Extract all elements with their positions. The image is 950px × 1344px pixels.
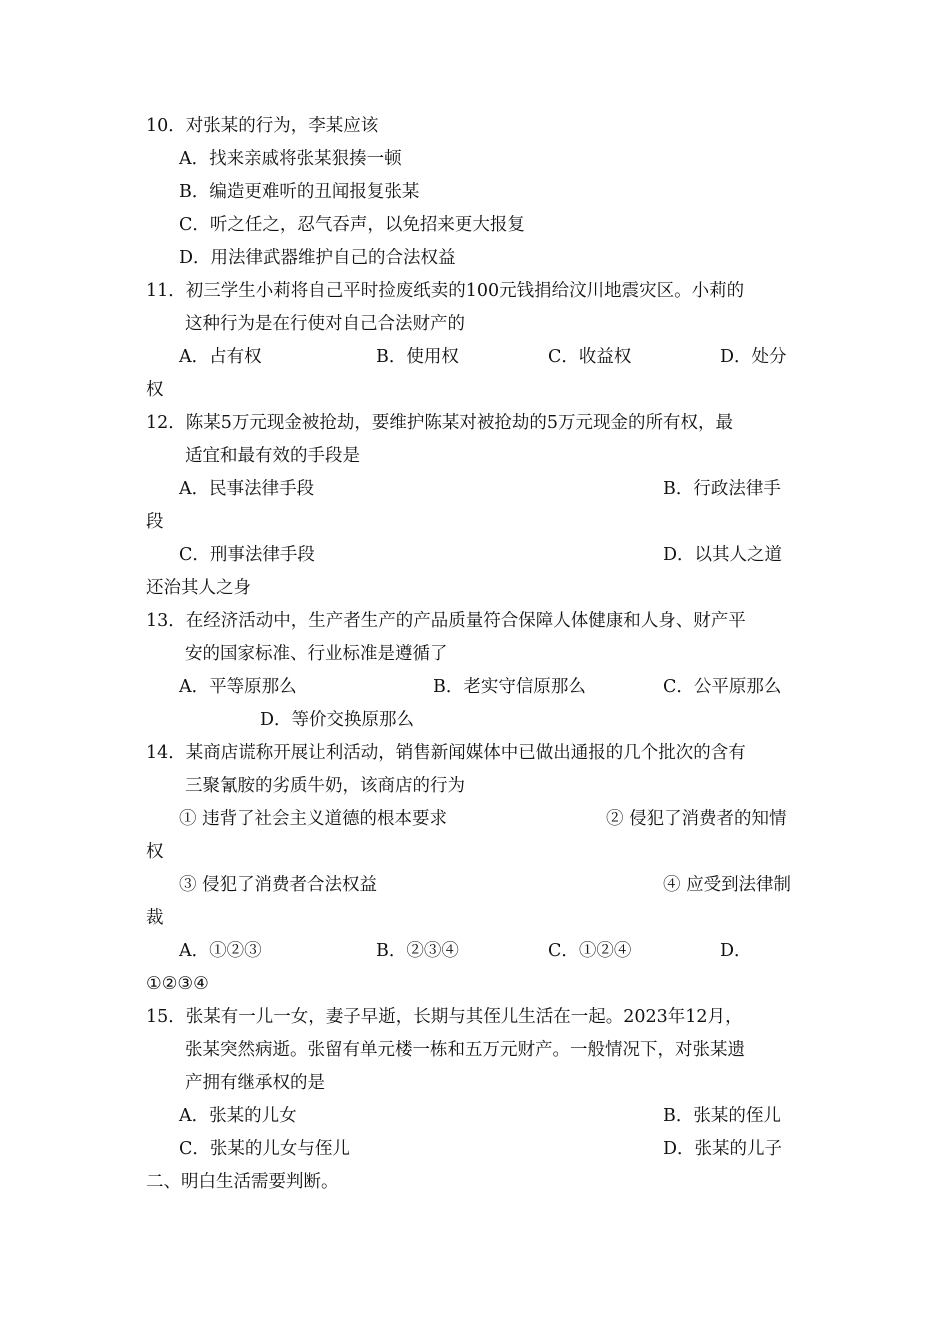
q11-option-a: A．占有权 [179,347,262,367]
q15-stem-line2: 张某突然病逝。张留有单元楼一栋和五万元财产。一般情况下，对张某遗 [185,1040,745,1060]
q11-stem-line1: 11．初三学生小莉将自己平时捡废纸卖的100元钱捐给汶川地震灾区。小莉的 [146,281,745,301]
q13-option-c: C．公平原那么 [663,677,782,697]
q11-stem-line2: 这种行为是在行使对自己合法财产的 [185,314,465,334]
q14-option-a: A．①②③ [179,941,262,961]
q15-option-b: B．张某的侄儿 [663,1106,781,1126]
q14-statement-3: ③ 侵犯了消费者合法权益 [179,875,378,895]
q15-option-d: D．张某的儿子 [663,1139,783,1159]
q13-stem-line1: 13．在经济活动中，生产者生产的产品质量符合保障人体健康和人身、财产平 [146,611,746,631]
q12-stem-line1: 12．陈某5万元现金被抢劫，要维护陈某对被抢劫的5万元现金的所有权，最 [146,413,734,433]
q14-option-c: C．①②④ [548,941,632,961]
q11-option-b: B．使用权 [376,347,459,367]
q14-option-d-wrap: ①②③④ [146,974,209,994]
q14-option-d: D． [720,941,752,961]
q12-option-d: D．以其人之道 [663,545,783,565]
q13-stem-line2: 安的国家标准、行业标准是遵循了 [185,644,448,664]
q15-stem-line3: 产拥有继承权的是 [185,1073,325,1093]
q14-stem-line2: 三聚氰胺的劣质牛奶，该商店的行为 [185,776,465,796]
q14-statement-2: ② 侵犯了消费者的知情 [606,809,787,829]
q14-statement-4-wrap: 裁 [146,908,164,928]
q10-option-c: C．听之任之，忍气吞声，以免招来更大报复 [179,215,525,235]
q11-option-d-wrap: 权 [146,380,164,400]
q14-option-b: B．②③④ [376,941,459,961]
q13-option-d: D．等价交换原那么 [260,710,415,730]
q12-option-b-wrap: 段 [146,512,164,532]
q14-statement-1: ① 违背了社会主义道德的根本要求 [179,809,448,829]
q11-option-c: C．收益权 [548,347,632,367]
q14-statement-4: ④ 应受到法律制 [663,875,792,895]
q11-option-d: D．处分 [720,347,787,367]
q10-option-b: B．编造更难听的丑闻报复张某 [179,182,420,202]
q10-option-a: A．找来亲戚将张某狠揍一顿 [179,149,402,169]
q12-option-a: A．民事法律手段 [179,479,315,499]
q15-stem-line1: 15．张某有一儿一女，妻子早逝，长期与其侄儿生活在一起。2023年12月， [146,1007,743,1027]
q12-option-d-wrap: 还治其人之身 [146,578,251,598]
q12-option-b: B．行政法律手 [663,479,781,499]
q15-option-c: C．张某的儿女与侄儿 [179,1139,350,1159]
q12-option-c: C．刑事法律手段 [179,545,315,565]
q13-option-b: B．老实守信原那么 [433,677,586,697]
q12-stem-line2: 适宜和最有效的手段是 [185,446,360,466]
q14-stem-line1: 14．某商店谎称开展让利活动，销售新闻媒体中已做出通报的几个批次的含有 [146,743,746,763]
q13-option-a: A．平等原那么 [179,677,297,697]
q15-option-a: A．张某的儿女 [179,1106,297,1126]
section-2-title: 二、明白生活需要判断。 [146,1172,339,1192]
q10-option-d: D．用法律武器维护自己的合法权益 [179,248,456,268]
q10-stem: 10．对张某的行为，李某应该 [146,116,379,136]
q14-statement-2-wrap: 权 [146,842,164,862]
